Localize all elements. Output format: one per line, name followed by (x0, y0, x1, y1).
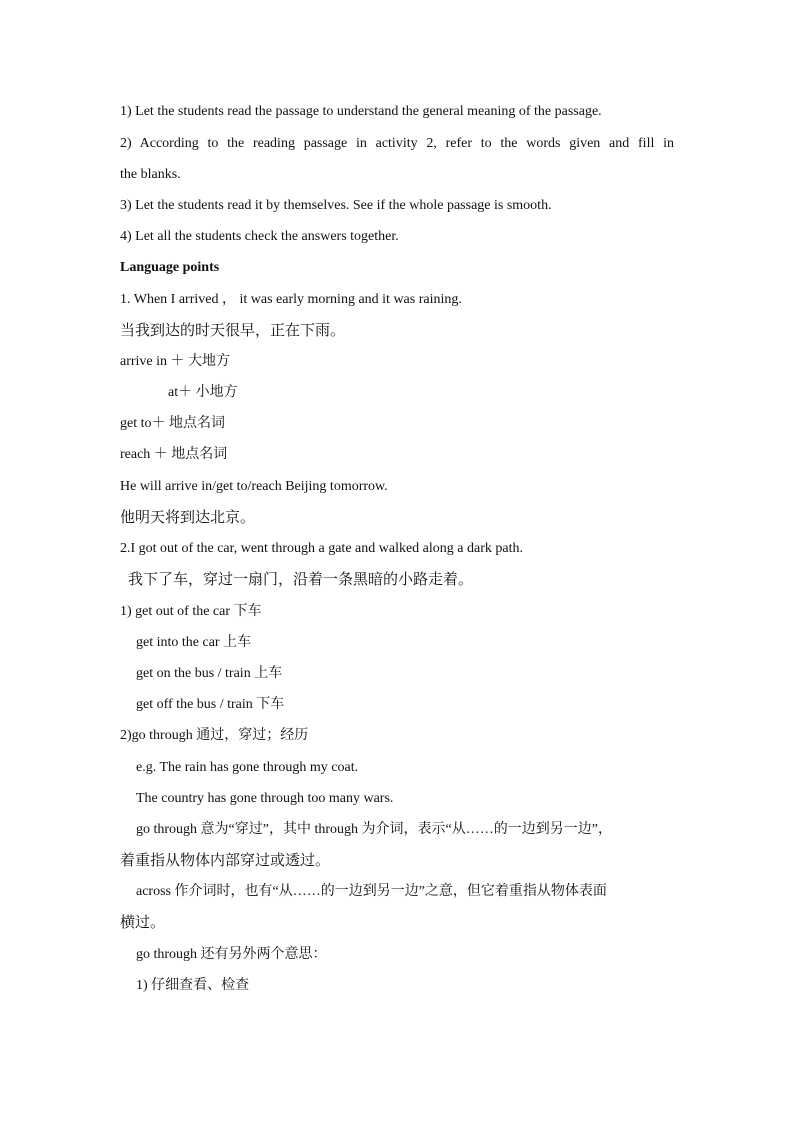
explanation-across-continued: 横过。 (120, 913, 166, 931)
example-sentence-beijing: He will arrive in/get to/reach Beijing tomorrow. (120, 479, 388, 494)
example-translation-beijing: 他明天将到达北京。 (120, 508, 256, 526)
example-sentence-1: 1. When I arrived ， it was early morning and it was raining. (120, 292, 462, 307)
example-country-wars: The country has gone through too many wars. (136, 791, 394, 806)
example-sentence-2: 2.I got out of the car, went through a gate and walked along a dark path. (120, 541, 523, 556)
usage-get-to: get to＋ 地点名词 (120, 416, 225, 431)
usage-reach: reach ＋ 地点名词 (120, 447, 228, 462)
usage-arrive-in: arrive in ＋ 大地方 (120, 354, 231, 369)
step-4-text: 4) Let all the students check the answers together. (120, 229, 399, 244)
phrase-get-into: get into the car 上车 (136, 635, 252, 650)
section-heading-language-points: Language points (120, 260, 220, 275)
explanation-go-through-continued: 着重指从物体内部穿过或透过。 (120, 851, 331, 869)
phrase-get-on: get on the bus / train 上车 (136, 666, 283, 681)
explanation-across: across 作介词时，也有“从……的一边到另一边”之意，但它着重指从物体表面 (136, 884, 607, 899)
phrase-get-off: get off the bus / train 下车 (136, 697, 285, 712)
step-2-text: 2) According to the reading passage in activity 2, refer to the words given and fill in (120, 136, 674, 151)
step-1-text: 1) Let the students read the passage to understand the general meaning of the passage. (120, 104, 602, 119)
usage-arrive-at: at＋ 小地方 (168, 385, 238, 400)
phrase-go-through: 2)go through 通过，穿过；经历 (120, 728, 309, 743)
example-translation-1: 当我到达的时天很早，正在下雨。 (120, 321, 346, 339)
explanation-go-through: go through 意为“穿过”，其中 through 为介词，表示“从……的一边到另一边”， (136, 822, 612, 837)
step-2-continuation: the blanks. (120, 167, 181, 182)
example-rain-coat: e.g. The rain has gone through my coat. (136, 760, 359, 775)
phrase-get-out-of: 1) get out of the car 下车 (120, 604, 262, 619)
example-translation-2: 我下了车，穿过一扇门，沿着一条黑暗的小路走着。 (128, 570, 474, 588)
meaning-1-examine: 1) 仔细查看、检查 (136, 978, 250, 993)
go-through-other-meanings: go through 还有另外两个意思： (136, 947, 327, 962)
step-3-text: 3) Let the students read it by themselves. See if the whole passage is smooth. (120, 198, 552, 213)
